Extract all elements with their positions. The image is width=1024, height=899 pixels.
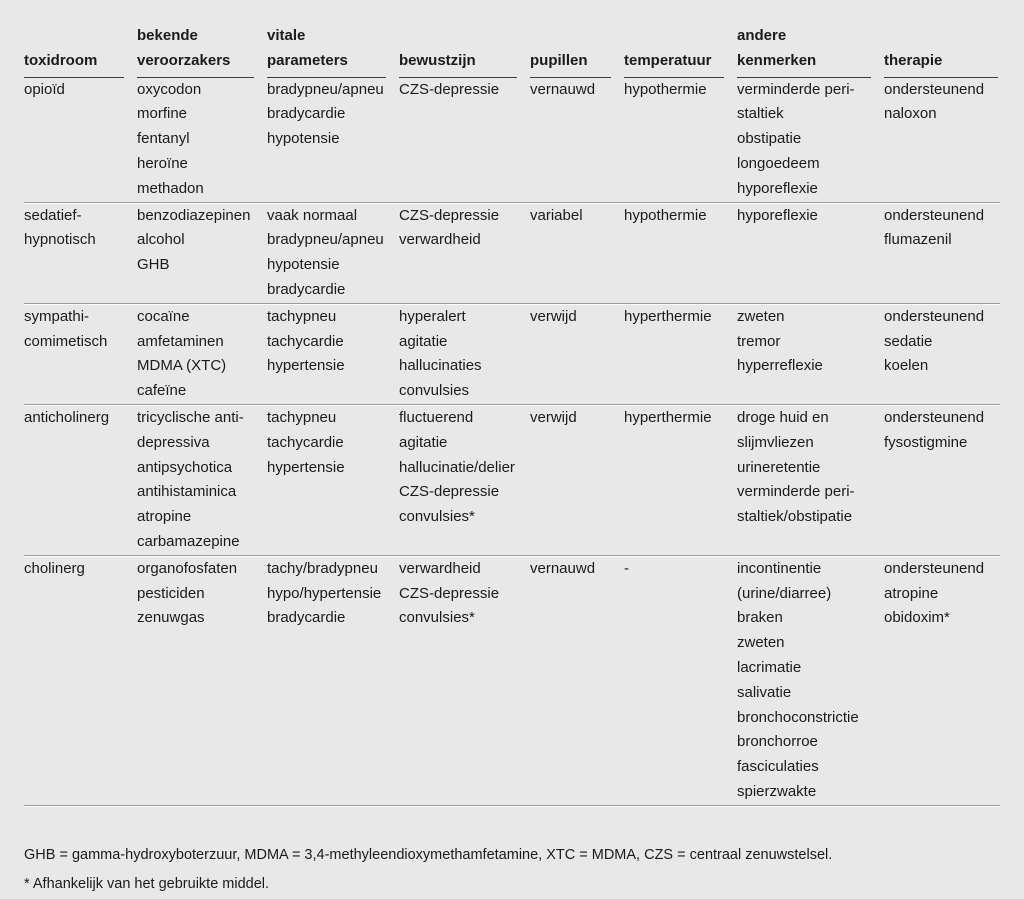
column-header-line: bekende bbox=[137, 27, 198, 44]
cell-line: benzodiazepinen bbox=[137, 206, 251, 224]
cell-cholinerg-bewustzijn bbox=[399, 557, 530, 805]
cell-opioid-pupillen bbox=[530, 78, 624, 202]
cell-line: alcohol bbox=[137, 231, 185, 249]
cell-sedatief-hypnotisch-toxidroom bbox=[24, 204, 137, 303]
cell-line: tachycardie bbox=[267, 433, 344, 451]
cell-anticholinerg-temperatuur bbox=[624, 406, 737, 555]
cell-line: zweten bbox=[737, 307, 785, 325]
cell-line: ondersteunend bbox=[884, 206, 985, 224]
table-row-anticholinerg bbox=[24, 406, 1000, 555]
cell-line: ondersteunend bbox=[884, 80, 985, 98]
cell-sedatief-hypnotisch-vitale-parameters bbox=[267, 204, 399, 303]
cell-sedatief-hypnotisch-bewustzijn bbox=[399, 204, 530, 303]
cell-line: CZS-depressie bbox=[399, 80, 500, 98]
cell-line: fasciculaties bbox=[737, 758, 819, 776]
cell-line: bradypneu/apneu bbox=[267, 231, 384, 249]
cell-line: fysostigmine bbox=[884, 433, 968, 451]
cell-line: hyperthermie bbox=[624, 307, 712, 325]
cell-sympathicomimetisch-temperatuur bbox=[624, 305, 737, 404]
table-row-sympathicomimetisch bbox=[24, 305, 1000, 404]
cell-line: verwijd bbox=[530, 408, 577, 426]
cell-line: tachypneu bbox=[267, 408, 337, 426]
column-header-toxidroom bbox=[24, 49, 137, 78]
cell-line: hypothermie bbox=[624, 206, 707, 224]
cell-line: spierzwakte bbox=[737, 782, 817, 800]
cell-cholinerg-andere-kenmerken bbox=[737, 557, 884, 805]
cell-anticholinerg-therapie bbox=[884, 406, 1000, 555]
column-header-line: vitale bbox=[267, 27, 306, 44]
cell-line: zweten bbox=[737, 634, 785, 652]
cell-sympathicomimetisch-toxidroom bbox=[24, 305, 137, 404]
cell-line: bronchorroe bbox=[737, 733, 818, 751]
cell-sympathicomimetisch-vitale-parameters bbox=[267, 305, 399, 404]
cell-line: hypertensie bbox=[267, 357, 345, 375]
column-header-line: therapie bbox=[884, 51, 943, 69]
cell-line: zenuwgas bbox=[137, 609, 205, 627]
column-header-line: pupillen bbox=[530, 51, 588, 69]
column-header-line: veroorzakers bbox=[137, 51, 231, 69]
cell-line: salivatie bbox=[737, 683, 792, 701]
cell-line: hypo/hypertensie bbox=[267, 584, 382, 602]
cell-line: longoedeem bbox=[737, 154, 820, 172]
cell-cholinerg-bekende-veroorzakers bbox=[137, 557, 267, 805]
cell-opioid-toxidroom bbox=[24, 78, 137, 202]
cell-line: sedatief- bbox=[24, 206, 82, 224]
cell-opioid-bekende-veroorzakers bbox=[137, 78, 267, 202]
cell-line: antihistaminica bbox=[137, 483, 237, 501]
cell-opioid-vitale-parameters bbox=[267, 78, 399, 202]
cell-line: hypertensie bbox=[267, 458, 345, 476]
cell-line: verwijd bbox=[530, 307, 577, 325]
cell-sedatief-hypnotisch-bekende-veroorzakers bbox=[137, 204, 267, 303]
cell-line: hypothermie bbox=[624, 80, 707, 98]
cell-line: agitatie bbox=[399, 433, 448, 451]
cell-cholinerg-temperatuur bbox=[624, 557, 737, 805]
table-row-cholinerg bbox=[24, 557, 1000, 805]
cell-line: verwardheid bbox=[399, 231, 481, 249]
cell-line: verwardheid bbox=[399, 559, 481, 577]
column-header-line: parameters bbox=[267, 51, 348, 69]
cell-line: anticholinerg bbox=[24, 408, 110, 426]
cell-line: bradycardie bbox=[267, 609, 346, 627]
footnote-asterisk: * Afhankelijk van het gebruikte middel. bbox=[24, 875, 270, 892]
column-header-vitale-parameters bbox=[267, 24, 399, 78]
column-header-line: kenmerken bbox=[737, 51, 817, 69]
column-header-line: temperatuur bbox=[624, 51, 712, 69]
cell-line: atropine bbox=[884, 584, 939, 602]
cell-line: hypotensie bbox=[267, 130, 340, 148]
cell-line: ondersteunend bbox=[884, 307, 985, 325]
cell-line: bradypneu/apneu bbox=[267, 80, 384, 98]
cell-line: convulsies* bbox=[399, 508, 475, 526]
cell-anticholinerg-vitale-parameters bbox=[267, 406, 399, 555]
cell-anticholinerg-pupillen bbox=[530, 406, 624, 555]
cell-sympathicomimetisch-therapie bbox=[884, 305, 1000, 404]
table-row-sedatief-hypnotisch bbox=[24, 204, 1000, 303]
cell-line: hyperthermie bbox=[624, 408, 712, 426]
cell-line: convulsies bbox=[399, 382, 470, 400]
cell-line: sympathi- bbox=[24, 307, 90, 325]
column-header-andere-kenmerken bbox=[737, 24, 884, 78]
cell-line: vernauwd bbox=[530, 80, 596, 98]
cell-sedatief-hypnotisch-andere-kenmerken bbox=[737, 204, 884, 303]
cell-line: morfine bbox=[137, 105, 188, 123]
cell-line: ondersteunend bbox=[884, 408, 985, 426]
cell-line: staltiek/obstipatie bbox=[737, 508, 853, 526]
cell-line: obidoxim* bbox=[884, 609, 950, 627]
column-header-therapie bbox=[884, 49, 1000, 78]
cell-line: hyporeflexie bbox=[737, 206, 818, 224]
cell-line: hallucinatie/delier bbox=[399, 458, 515, 476]
toxidrome-table bbox=[24, 24, 1000, 807]
column-header-line: bewustzijn bbox=[399, 51, 476, 69]
cell-line: vernauwd bbox=[530, 559, 596, 577]
cell-cholinerg-pupillen bbox=[530, 557, 624, 805]
cell-line: oxycodon bbox=[137, 80, 202, 98]
cell-line: hyperreflexie bbox=[737, 357, 823, 375]
cell-line: hypotensie bbox=[267, 256, 340, 274]
cell-line: GHB bbox=[137, 256, 170, 274]
cell-sympathicomimetisch-pupillen bbox=[530, 305, 624, 404]
cell-line: (urine/diarree) bbox=[737, 584, 832, 602]
cell-line: lacrimatie bbox=[737, 658, 802, 676]
cell-sedatief-hypnotisch-pupillen bbox=[530, 204, 624, 303]
cell-opioid-bewustzijn bbox=[399, 78, 530, 202]
cell-opioid-andere-kenmerken bbox=[737, 78, 884, 202]
cell-line: CZS-depressie bbox=[399, 206, 500, 224]
cell-line: methadon bbox=[137, 179, 204, 197]
cell-line: depressiva bbox=[137, 433, 210, 451]
cell-line: bronchoconstrictie bbox=[737, 708, 859, 726]
cell-line: slijmvliezen bbox=[737, 433, 814, 451]
cell-line: tachy/bradypneu bbox=[267, 559, 378, 577]
cell-line: CZS-depressie bbox=[399, 483, 500, 501]
cell-line: fentanyl bbox=[137, 130, 190, 148]
cell-line: CZS-depressie bbox=[399, 584, 500, 602]
cell-line: pesticiden bbox=[137, 584, 205, 602]
cell-line: tachypneu bbox=[267, 307, 337, 325]
cell-line: hypnotisch bbox=[24, 231, 96, 249]
cell-line: opioïd bbox=[24, 80, 65, 98]
cell-sympathicomimetisch-bewustzijn bbox=[399, 305, 530, 404]
cell-line: hallucinaties bbox=[399, 357, 482, 375]
cell-sedatief-hypnotisch-therapie bbox=[884, 204, 1000, 303]
table-row-opioid bbox=[24, 78, 1000, 202]
footnote-abbreviations: GHB = gamma-hydroxyboterzuur, MDMA = 3,4-methyleendioxymethamfetamine, XTC = MDMA, CZS = centraal zenuwstelsel. bbox=[24, 846, 833, 863]
cell-line: hyporeflexie bbox=[737, 179, 818, 197]
row-separator bbox=[24, 805, 1000, 807]
cell-line: cafeïne bbox=[137, 382, 187, 400]
cell-opioid-temperatuur bbox=[624, 78, 737, 202]
cell-cholinerg-toxidroom bbox=[24, 557, 137, 805]
cell-cholinerg-therapie bbox=[884, 557, 1000, 805]
cell-anticholinerg-andere-kenmerken bbox=[737, 406, 884, 555]
cell-line: obstipatie bbox=[737, 130, 802, 148]
cell-line: cholinerg bbox=[24, 559, 85, 577]
cell-cholinerg-vitale-parameters bbox=[267, 557, 399, 805]
column-header-bekende-veroorzakers bbox=[137, 24, 267, 78]
cell-anticholinerg-bekende-veroorzakers bbox=[137, 406, 267, 555]
cell-line: ondersteunend bbox=[884, 559, 985, 577]
column-header-temperatuur bbox=[624, 49, 737, 78]
cell-line: antipsychotica bbox=[137, 458, 233, 476]
cell-line: amfetaminen bbox=[137, 332, 224, 350]
cell-line: sedatie bbox=[884, 332, 933, 350]
cell-sympathicomimetisch-bekende-veroorzakers bbox=[137, 305, 267, 404]
cell-line: cocaïne bbox=[137, 307, 190, 325]
cell-line: comimetisch bbox=[24, 332, 108, 350]
cell-line: staltiek bbox=[737, 105, 784, 123]
cell-line: tachycardie bbox=[267, 332, 344, 350]
cell-sympathicomimetisch-andere-kenmerken bbox=[737, 305, 884, 404]
cell-line: flumazenil bbox=[884, 231, 952, 249]
cell-line: carbamazepine bbox=[137, 532, 240, 550]
cell-line: agitatie bbox=[399, 332, 448, 350]
cell-anticholinerg-bewustzijn bbox=[399, 406, 530, 555]
footnotes bbox=[24, 841, 1000, 899]
cell-line: variabel bbox=[530, 206, 583, 224]
column-header-bewustzijn bbox=[399, 49, 530, 78]
cell-anticholinerg-toxidroom bbox=[24, 406, 137, 555]
cell-sedatief-hypnotisch-temperatuur bbox=[624, 204, 737, 303]
cell-line: - bbox=[624, 559, 629, 577]
cell-line: vaak normaal bbox=[267, 206, 358, 224]
cell-line: hyperalert bbox=[399, 307, 466, 325]
cell-line: braken bbox=[737, 609, 783, 627]
column-header-pupillen bbox=[530, 49, 624, 78]
cell-line: bradycardie bbox=[267, 105, 346, 123]
cell-line: organofosfaten bbox=[137, 559, 238, 577]
cell-line: atropine bbox=[137, 508, 192, 526]
cell-line: fluctuerend bbox=[399, 408, 474, 426]
table-body bbox=[24, 78, 1000, 807]
cell-line: naloxon bbox=[884, 105, 937, 123]
cell-line: verminderde peri- bbox=[737, 80, 855, 98]
cell-line: verminderde peri- bbox=[737, 483, 855, 501]
cell-line: urineretentie bbox=[737, 458, 821, 476]
cell-line: convulsies* bbox=[399, 609, 475, 627]
cell-line: heroïne bbox=[137, 154, 188, 172]
cell-opioid-therapie bbox=[884, 78, 1000, 202]
cell-line: tricyclische anti- bbox=[137, 408, 244, 426]
cell-line: tremor bbox=[737, 332, 781, 350]
cell-line: koelen bbox=[884, 357, 929, 375]
cell-line: bradycardie bbox=[267, 280, 346, 298]
cell-line: droge huid en bbox=[737, 408, 829, 426]
column-header-line: toxidroom bbox=[24, 51, 98, 69]
column-header-line: andere bbox=[737, 27, 787, 44]
cell-line: MDMA (XTC) bbox=[137, 357, 227, 375]
cell-line: incontinentie bbox=[737, 559, 822, 577]
table-header-row bbox=[24, 24, 1000, 78]
